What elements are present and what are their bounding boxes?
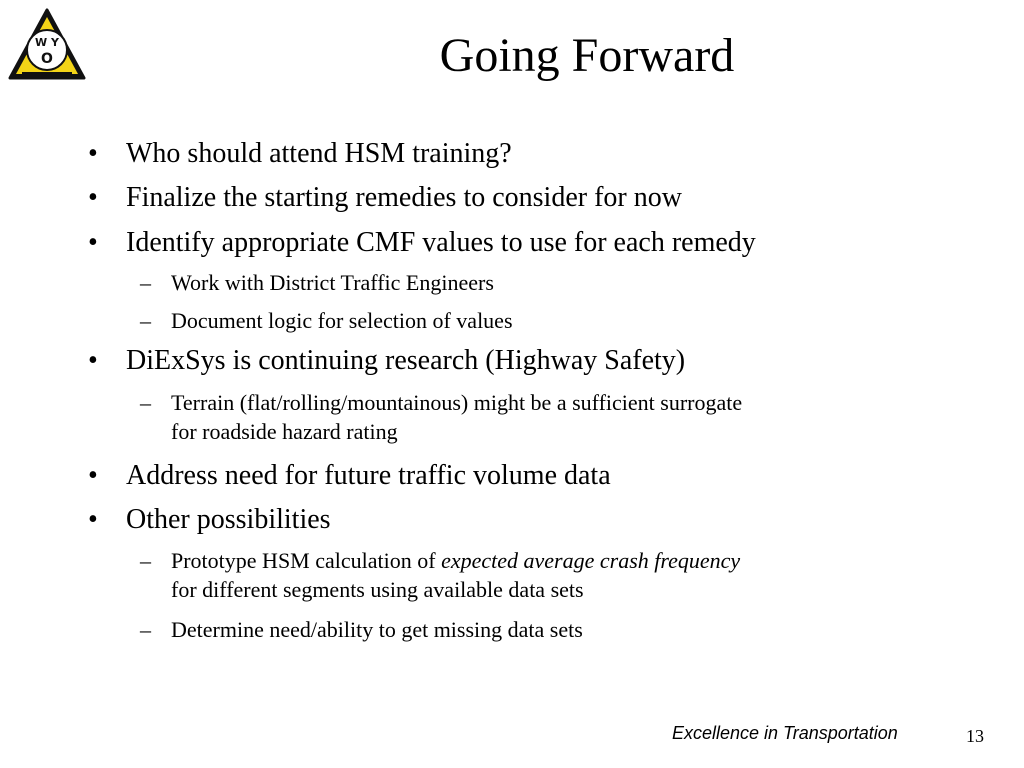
bullet-mark: • bbox=[88, 504, 98, 535]
bullet-item bbox=[88, 459, 611, 493]
page-number: 13 bbox=[966, 726, 984, 746]
sub-bullet-text: Prototype HSM calculation of bbox=[171, 548, 442, 573]
bullet-mark: • bbox=[88, 345, 98, 376]
sub-bullet-text: Work with District Traffic Engineers bbox=[171, 270, 494, 295]
sub-bullet-item bbox=[140, 306, 513, 335]
logo-letters-top: W Y bbox=[35, 36, 59, 49]
dash-mark: – bbox=[140, 548, 151, 573]
dash-mark: – bbox=[140, 308, 151, 333]
logo-letter-o: O bbox=[41, 51, 53, 67]
bullet-mark: • bbox=[88, 138, 98, 169]
sub-bullet-item bbox=[140, 615, 583, 644]
bullet-item bbox=[88, 503, 331, 537]
bullet-item bbox=[88, 226, 756, 260]
bullet-mark: • bbox=[88, 227, 98, 258]
dash-mark: – bbox=[140, 617, 151, 642]
emphasized-text: expected average crash frequency bbox=[441, 548, 741, 573]
sub-bullet-item bbox=[140, 546, 740, 604]
sub-bullet-continuation: for roadside hazard rating bbox=[171, 419, 398, 444]
dash-mark: – bbox=[140, 390, 151, 415]
bullet-mark: • bbox=[88, 460, 98, 491]
slide-title: Going Forward bbox=[439, 29, 735, 82]
bullet-text: Identify appropriate CMF values to use for each remedy bbox=[126, 227, 756, 258]
footer-tagline: Excellence in Transportation bbox=[672, 723, 898, 743]
sub-bullet-item bbox=[140, 388, 742, 446]
sub-bullet-text: Terrain (flat/rolling/mountainous) might be a sufficient surrogate bbox=[171, 390, 743, 415]
bullet-text: DiExSys is continuing research (Highway Safety) bbox=[126, 345, 686, 376]
bullet-text: Finalize the starting remedies to consider for now bbox=[126, 182, 682, 213]
sub-bullet-item bbox=[140, 268, 494, 297]
bullet-text: Address need for future traffic volume data bbox=[126, 460, 611, 491]
sub-bullet-text: Determine need/ability to get missing data sets bbox=[171, 617, 583, 642]
sub-bullet-text: Document logic for selection of values bbox=[171, 308, 513, 333]
bullet-item bbox=[88, 344, 685, 378]
bullet-mark: • bbox=[88, 182, 98, 213]
bullet-item bbox=[88, 181, 682, 215]
sub-bullet-continuation: for different segments using available data sets bbox=[171, 577, 584, 602]
bullet-item bbox=[88, 137, 512, 171]
bullet-text: Who should attend HSM training? bbox=[126, 138, 512, 169]
bullet-text: Other possibilities bbox=[126, 504, 331, 535]
dash-mark: – bbox=[140, 270, 151, 295]
